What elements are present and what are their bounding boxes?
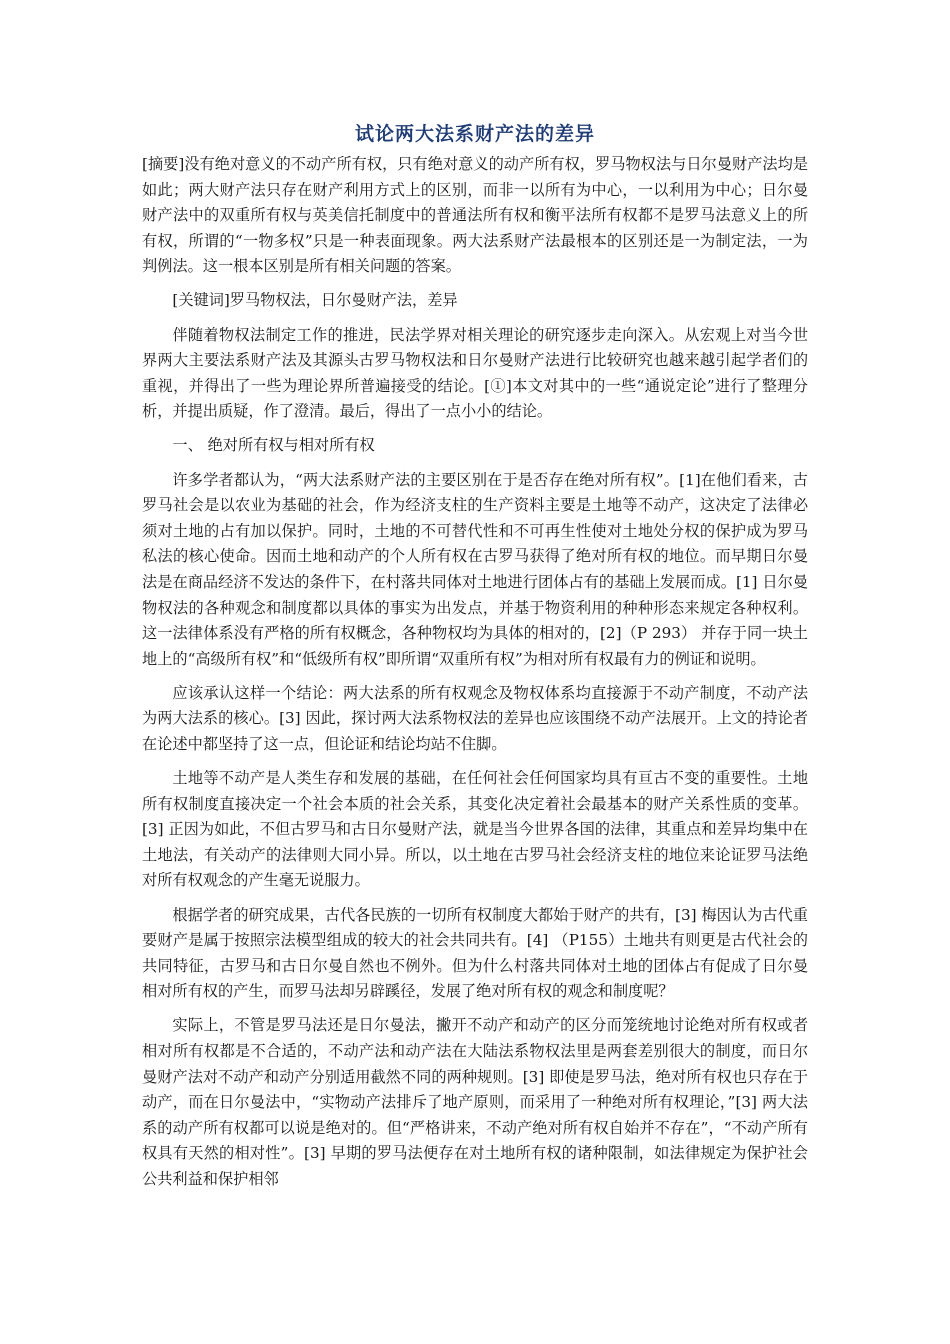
intro-paragraph: 伴随着物权法制定工作的推进，民法学界对相关理论的研究逐步走向深入。从宏观上对当今世界两大主要法系财产法及其源头古罗马物权法和日尔曼财产法进行比较研究也越来越引起学者们的重视，并得出了一些为理论界所普遍接受的结论。[①]本文对其中的一些“通说定论”进行了整理分析，并提出质疑，作了澄清。最后，得出了一点小小的结论。 bbox=[142, 325, 808, 421]
document-page bbox=[142, 120, 808, 1201]
keywords-paragraph: [关键词]罗马物权法，日尔曼财产法，差异 bbox=[172, 291, 458, 310]
body-paragraph: 应该承认这样一个结论：两大法系的所有权观念及物权体系均直接源于不动产制度，不动产法为两大法系的核心。[3] 因此，探讨两大法系物权法的差异也应该围绕不动产法展开。上文的持论者在论述中都坚持了这一点，但论证和结论均站不住脚。 bbox=[142, 683, 808, 753]
document-title: 试论两大法系财产法的差异 bbox=[354, 123, 595, 145]
section-heading: 一、 绝对所有权与相对所有权 bbox=[172, 436, 375, 455]
body-paragraph: 许多学者都认为，“两大法系财产法的主要区别在于是否存在绝对所有权”。[1]在他们看来，古罗马社会是以农业为基础的社会，作为经济支柱的生产资料主要是土地等不动产，这决定了法律必须对土地的占有加以保护。同时，土地的不可替代性和不可再生性使对土地处分权的保护成为罗马私法的核心使命。因而土地和动产的个人所有权在古罗马获得了绝对所有权的地位。而早期日尔曼法是在商品经济不发达的条件下，在村落共同体对土地进行团体占有的基础上发展而成。[1] 日尔曼物权法的各种观念和制度都以具体的事实为出发点，并基于物资利用的种种形态来规定各种权利。这一法律体系没有严格的所有权概念，各种物权均为具体的相对的，[2]（P 293） 并存于同一块土地上的“高级所有权”和“低级所有权”即所谓“双重所有权”为相对所有权最有力的例证和说明。 bbox=[142, 470, 808, 668]
body-paragraph: 实际上，不管是罗马法还是日尔曼法，撇开不动产和动产的区分而笼统地讨论绝对所有权或者相对所有权都是不合适的，不动产法和动产法在大陆法系物权法里是两套差别很大的制度，而日尔曼财产法对不动产和动产分别适用截然不同的两种规则。[3] 即使是罗马法，绝对所有权也只存在于动产，而在日尔曼法中，“实物动产法排斥了地产原则，而采用了一种绝对所有权理论，”[3] 两大法系的动产所有权都可以说是绝对的。但“严格讲来，不动产绝对所有权自始并不存在”，“不动产所有权具有天然的相对性”。[3] 早期的罗马法便存在对土地所有权的诸种限制，如法律规定为保护社会公共利益和保护相邻 bbox=[142, 1016, 808, 1188]
body-paragraph: 土地等不动产是人类生存和发展的基础，在任何社会任何国家均具有亘古不变的重要性。土地所有权制度直接决定一个社会本质的社会关系，其变化决定着社会最基本的财产关系性质的变革。[3] 正因为如此，不但古罗马和古日尔曼财产法，就是当今世界各国的法律，其重点和差异均集中在土地法，有关动产的法律则大同小异。所以，以土地在古罗马社会经济支柱的地位来论证罗马法绝对所有权观念的产生毫无说服力。 bbox=[142, 769, 808, 890]
abstract-paragraph: [摘要]没有绝对意义的不动产所有权，只有绝对意义的动产所有权，罗马物权法与日尔曼财产法均是如此；两大财产法只存在财产利用方式上的区别，而非一以所有为中心，一以利用为中心；日尔曼财产法中的双重所有权与英美信托制度中的普通法所有权和衡平法所有权都不是罗马法意义上的所有权，所谓的“一物多权”只是一种表面现象。两大法系财产法最根本的区别还是一为制定法，一为判例法。这一根本区别是所有相关问题的答案。 bbox=[142, 155, 808, 276]
body-paragraph: 根据学者的研究成果，古代各民族的一切所有权制度大都始于财产的共有，[3] 梅因认为古代重要财产是属于按照宗法模型组成的较大的社会共同共有。[4] （P155）土地共有则更是古代社会的共同特征，古罗马和古日尔曼自然也不例外。但为什么村落共同体对土地的团体占有促成了日尔曼相对所有权的产生，而罗马法却另辟蹊径，发展了绝对所有权的观念和制度呢？ bbox=[142, 905, 808, 1001]
